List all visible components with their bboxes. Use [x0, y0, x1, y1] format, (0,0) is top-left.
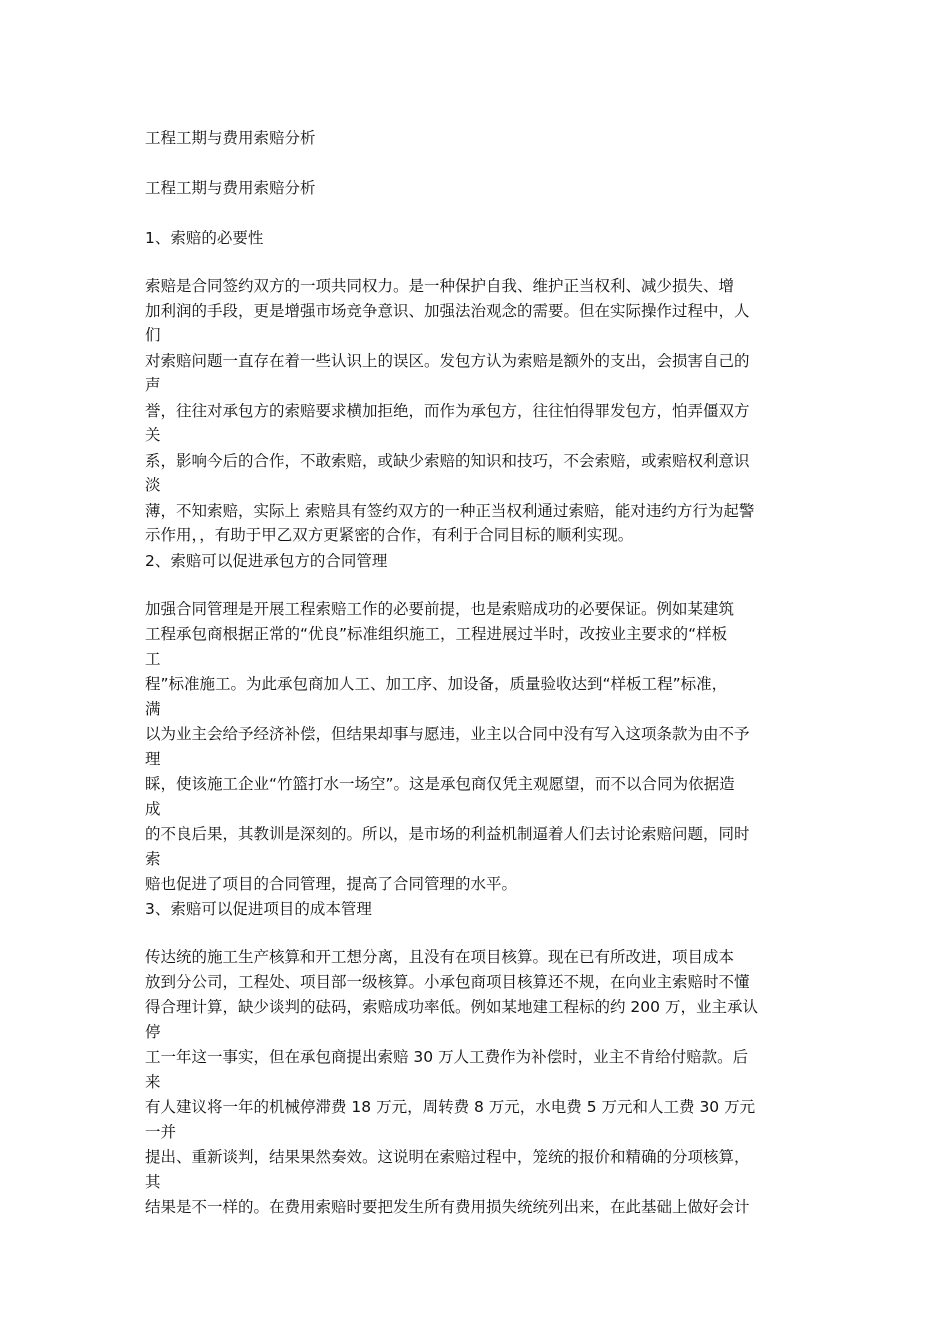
paragraph-line: 一并: [145, 1123, 177, 1141]
paragraph-line: 以为业主会给予经济补偿，但结果却事与愿违，业主以合同中没有写入这项条款为由不予: [145, 725, 750, 743]
section-1-heading: 1、索赔的必要性: [145, 229, 264, 247]
paragraph-line: 得合理计算，缺少谈判的砝码，索赔成功率低。例如某地建工程标的约 200 万，业主承认: [145, 998, 758, 1016]
paragraph-line: 加利润的手段，更是增强市场竞争意识、加强法治观念的需要。但在实际操作过程中，人: [145, 302, 750, 320]
paragraph-line: 满: [145, 700, 161, 718]
paragraph-line: 的不良后果，其教训是深刻的。所以，是市场的利益机制逼着人们去讨论索赔问题，同时: [145, 825, 750, 843]
paragraph-line: 工程承包商根据正常的“优良”标准组织施工，工程进展过半时，改按业主要求的“样板: [145, 625, 728, 643]
paragraph-line: 对索赔问题一直存在着一些认识上的误区。发包方认为索赔是额外的支出，会损害自己的: [145, 352, 750, 370]
section-2-heading: 2、索赔可以促进承包方的合同管理: [145, 552, 388, 570]
paragraph-line: 工: [145, 650, 161, 668]
paragraph-line: 其: [145, 1173, 161, 1191]
paragraph-line: 索赔是合同签约双方的一项共同权力。是一种保护自我、维护正当权利、减少损失、增: [145, 277, 735, 295]
paragraph-line: 程”标准施工。为此承包商加人工、加工序、加设备，质量验收达到“样板工程”标准，: [145, 675, 728, 693]
paragraph-line: 加强合同管理是开展工程索赔工作的必要前提，也是索赔成功的必要保证。例如某建筑: [145, 600, 735, 618]
paragraph-line: 索: [145, 850, 161, 868]
paragraph-line: 声: [145, 376, 161, 394]
paragraph-line: 结果是不一样的。在费用索赔时要把发生所有费用损失统统列出来，在此基础上做好会计: [145, 1198, 750, 1216]
paragraph-line: 传达统的施工生产核算和开工想分离，且没有在项目核算。现在已有所改进，项目成本: [145, 948, 735, 966]
paragraph-line: 提出、重新谈判，结果果然奏效。这说明在索赔过程中，笼统的报价和精确的分项核算，: [145, 1148, 750, 1166]
paragraph-line: 有人建议将一年的机械停滞费 18 万元，周转费 8 万元，水电费 5 万元和人工费 30 万元: [145, 1098, 756, 1116]
paragraph-line: 工一年这一事实，但在承包商提出索赔 30 万人工费作为补偿时，业主不肯给付赔款。后: [145, 1048, 749, 1066]
paragraph-line: 关: [145, 426, 161, 444]
paragraph-line: 淡: [145, 476, 161, 494]
paragraph-line: 放到分公司，工程处、项目部一级核算。小承包商项目核算还不规，在向业主索赔时不懂: [145, 973, 750, 991]
paragraph-line: 睬，使该施工企业“竹篮打水一场空”。这是承包商仅凭主观愿望，而不以合同为依据造: [145, 775, 735, 793]
paragraph-line: 停: [145, 1023, 161, 1041]
paragraph-line: 系，影响今后的合作，不敢索赔，或缺少索赔的知识和技巧，不会索赔，或索赔权利意识: [145, 452, 750, 470]
paragraph-line: 示作用，，有助于甲乙双方更紧密的合作，有利于合同目标的顺利实现。: [145, 526, 634, 544]
paragraph-line: 理: [145, 750, 161, 768]
paragraph-line: 成: [145, 800, 161, 818]
paragraph-line: 们: [145, 326, 161, 344]
paragraph-line: 誉，往往对承包方的索赔要求横加拒绝，而作为承包方，往往怕得罪发包方，怕弄僵双方: [145, 402, 750, 420]
document-title: 工程工期与费用索赔分析: [145, 129, 316, 147]
document-subtitle: 工程工期与费用索赔分析: [145, 179, 316, 197]
paragraph-line: 赔也促进了项目的合同管理，提高了合同管理的水平。: [145, 875, 518, 893]
section-3-heading: 3、索赔可以促进项目的成本管理: [145, 900, 372, 918]
paragraph-line: 来: [145, 1073, 161, 1091]
paragraph-line: 薄，不知索赔，实际上 索赔具有签约双方的一种正当权利通过索赔，能对违约方行为起警: [145, 502, 755, 520]
